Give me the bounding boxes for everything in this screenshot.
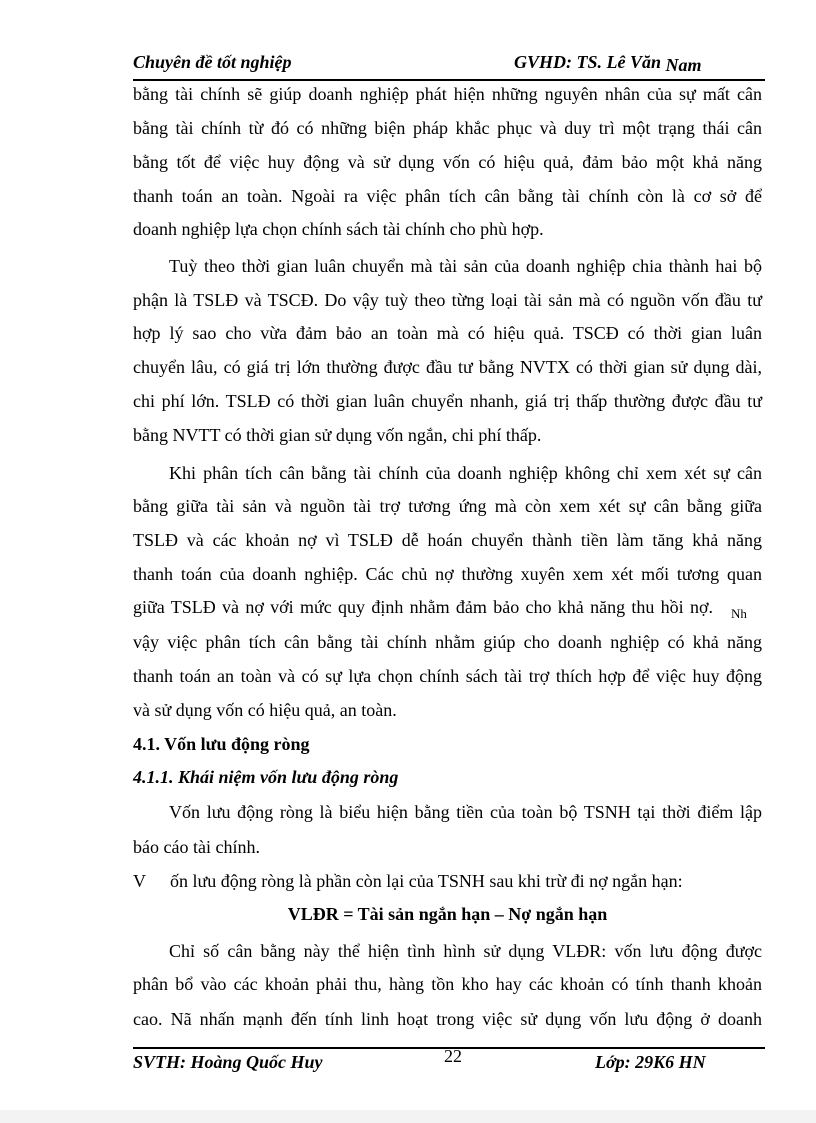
body-line-10: chi phí lớn. TSLĐ có thời gian luân chuyển nhanh, giá trị thấp thường được đầu tư	[133, 391, 762, 411]
header-supervisor-prefix: GVHD: TS. Lê Văn	[514, 52, 666, 72]
page-header	[133, 52, 763, 78]
body-line-17: vậy việc phân tích cân bằng tài chính nhằm giúp cho doanh nghiệp có khả năng	[133, 632, 762, 652]
detached-initial-letter: V	[133, 871, 146, 891]
body-line-7: phận là TSLĐ và TSCĐ. Do vậy tuỳ theo từng loại tài sản mà có nguồn vốn đầu tư	[133, 290, 762, 310]
header-thesis-title: Chuyên đề tốt nghiệp	[133, 52, 292, 72]
section-heading: 4.1. Vốn lưu động ròng	[133, 734, 310, 754]
body-line-1: bằng tài chính sẽ giúp doanh nghiệp phát hiện những nguyên nhân của sự mất cân	[133, 84, 762, 104]
body-line-12: Khi phân tích cân bằng tài chính của doanh nghiệp không chỉ xem xét sự cân	[169, 463, 762, 483]
body-line-21: báo cáo tài chính.	[133, 837, 260, 857]
page-number: 22	[444, 1046, 462, 1066]
stray-text-fragment: Nh	[731, 606, 747, 621]
header-supervisor-name: Nam	[665, 55, 702, 75]
footer-student: SVTH: Hoàng Quốc Huy	[133, 1052, 323, 1072]
page-bottom-band	[0, 1110, 816, 1123]
body-line-20: Vốn lưu động ròng là biểu hiện bằng tiền của toàn bộ TSNH tại thời điểm lập	[169, 802, 762, 822]
body-line-3: bằng tốt để việc huy động và sử dụng vốn có hiệu quả, đảm bảo một khả năng	[133, 152, 762, 172]
body-line-15: thanh toán của doanh nghiệp. Các chủ nợ thường xuyên xem xét mối tương quan	[133, 564, 762, 584]
body-line-2: bằng tài chính từ đó có những biện pháp khắc phục và duy trì một trạng thái cân	[133, 118, 762, 138]
header-supervisor	[514, 52, 702, 73]
body-line-9: chuyển lâu, có giá trị lớn thường được đầu tư bằng NVTX có thời gian sử dụng dài,	[133, 357, 762, 377]
body-line-16: giữa TSLĐ và nợ với mức quy định nhằm đảm bảo cho khả năng thu hồi nợ.	[133, 597, 713, 617]
body-line-23: Chỉ số cân bằng này thể hiện tình hình sử dụng VLĐR: vốn lưu động được	[169, 941, 762, 961]
body-line-8: hợp lý sao cho vừa đảm bảo an toàn mà có hiệu quả. TSCĐ có thời gian luân	[133, 323, 762, 343]
body-line-11: bằng NVTT có thời gian sử dụng vốn ngắn, chi phí thấp.	[133, 425, 542, 445]
body-line-22: ốn lưu động ròng là phần còn lại của TSNH sau khi trừ đi nợ ngắn hạn:	[170, 871, 683, 891]
formula: VLĐR = Tài sản ngắn hạn – Nợ ngắn hạn	[287, 904, 608, 924]
body-line-25: cao. Nã nhấn mạnh đến tính linh hoạt trong việc sử dụng vốn lưu động ở doanh	[133, 1009, 762, 1029]
header-divider	[133, 79, 765, 81]
body-line-6: Tuỳ theo thời gian luân chuyển mà tài sản của doanh nghiệp chia thành hai bộ	[169, 256, 762, 276]
body-line-13: bằng giữa tài sản và nguồn tài trợ tương ứng mà còn xem xét sự cân bằng giữa	[133, 496, 762, 516]
subsection-heading: 4.1.1. Khái niệm vốn lưu động ròng	[133, 767, 399, 787]
footer-class: Lớp: 29K6 HN	[595, 1052, 706, 1072]
body-line-18: thanh toán an toàn và có sự lựa chọn chính sách tài trợ thích hợp để việc huy động	[133, 666, 762, 686]
body-line-4: thanh toán an toàn. Ngoài ra việc phân tích cân bằng tài chính còn là cơ sở để	[133, 186, 762, 206]
body-line-14: TSLĐ và các khoản nợ vì TSLĐ dễ hoán chuyển thành tiền làm tăng khả năng	[133, 530, 762, 550]
body-line-24: phân bổ vào các khoản phải thu, hàng tồn kho hay các khoản có tính thanh khoản	[133, 974, 762, 994]
body-line-19: và sử dụng vốn có hiệu quả, an toàn.	[133, 700, 397, 720]
body-line-5: doanh nghiệp lựa chọn chính sách tài chính cho phù hợp.	[133, 219, 544, 239]
